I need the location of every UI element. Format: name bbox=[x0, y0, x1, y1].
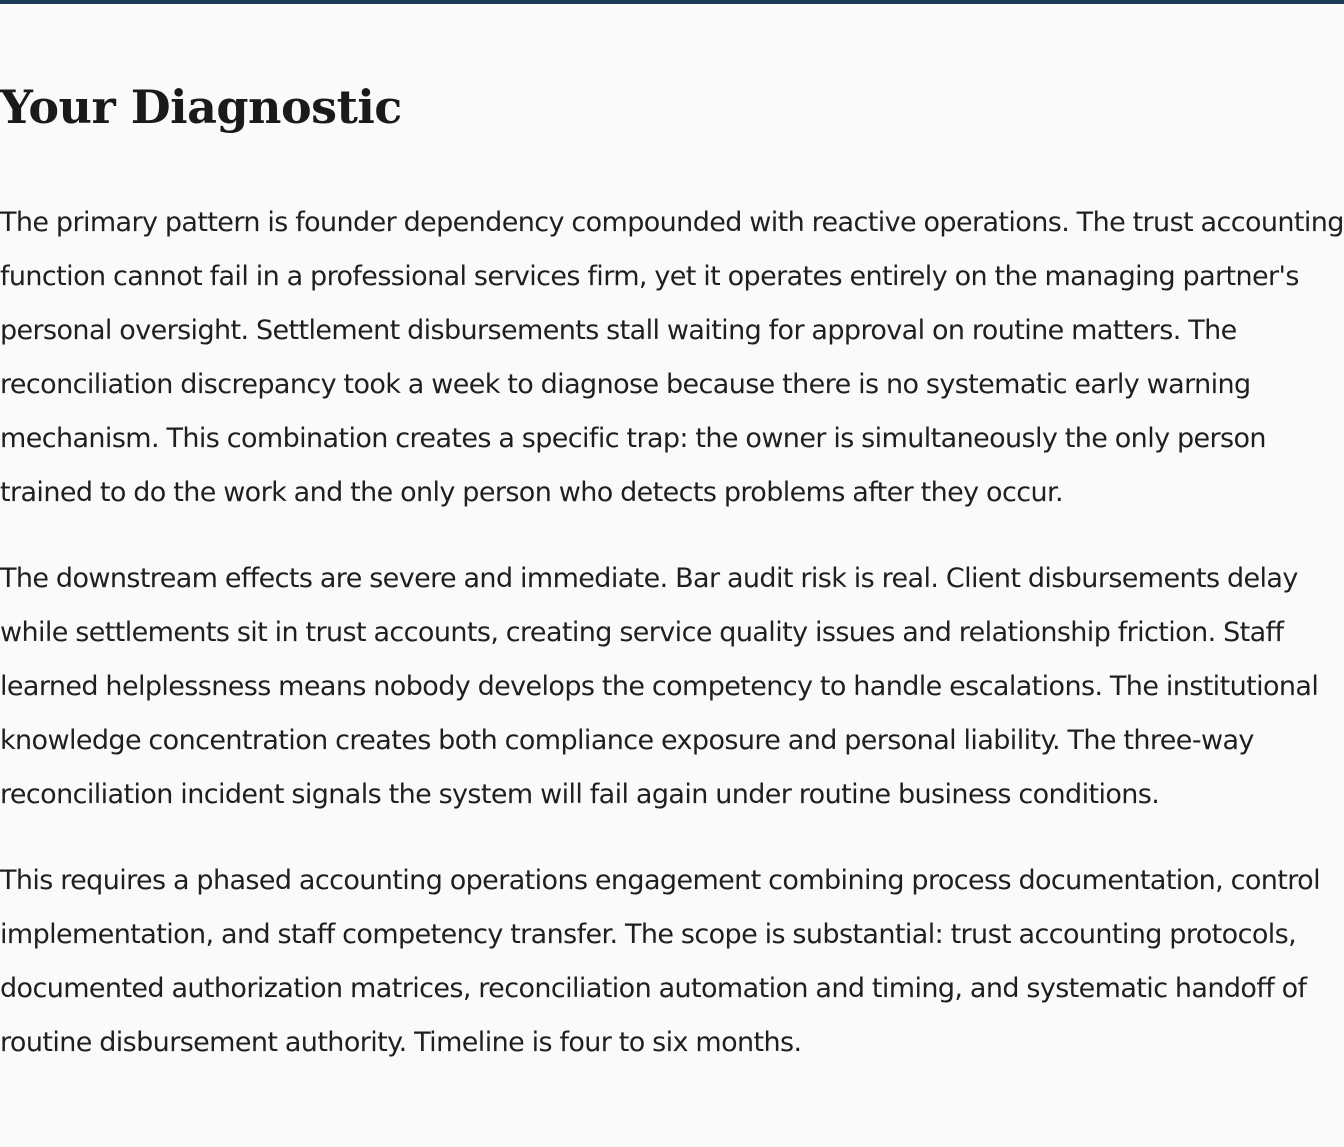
diagnostic-paragraph-1: The primary pattern is founder dependency compounded with reactive operations. The trust accounting function cannot fail in a professional services firm, yet it operates entirely on the managing partner's personal oversight. Settlement disbursements stall waiting for approval on routine matters. The reconciliation discrepancy took a week to diagnose because there is no systematic early warning mechanism. This combination creates a specific trap: the owner is simultaneously the only person trained to do the work and the only person who detects problems after they occur. bbox=[0, 207, 1344, 508]
top-accent-bar bbox=[0, 0, 1344, 4]
diagnostic-section bbox=[0, 72, 1344, 1102]
diagnostic-paragraph-3: This requires a phased accounting operations engagement combining process documentation, control implementation, and staff competency transfer. The scope is substantial: trust accounting protocols, documented authorization matrices, reconciliation automation and timing, and systematic handoff of routine disbursement authority. Timeline is four to six months. bbox=[0, 865, 1320, 1058]
diagnostic-paragraph-2: The downstream effects are severe and immediate. Bar audit risk is real. Client disbursements delay while settlements sit in trust accounts, creating service quality issues and relationship friction. Staff learned helplessness means nobody develops the competency to handle escalations. The institutional knowledge concentration creates both compliance exposure and personal liability. The three-way reconciliation incident signals the system will fail again under routine business conditions. bbox=[0, 563, 1319, 810]
page-title: Your Diagnostic bbox=[0, 80, 402, 134]
diagnostic-body bbox=[0, 196, 1344, 1070]
